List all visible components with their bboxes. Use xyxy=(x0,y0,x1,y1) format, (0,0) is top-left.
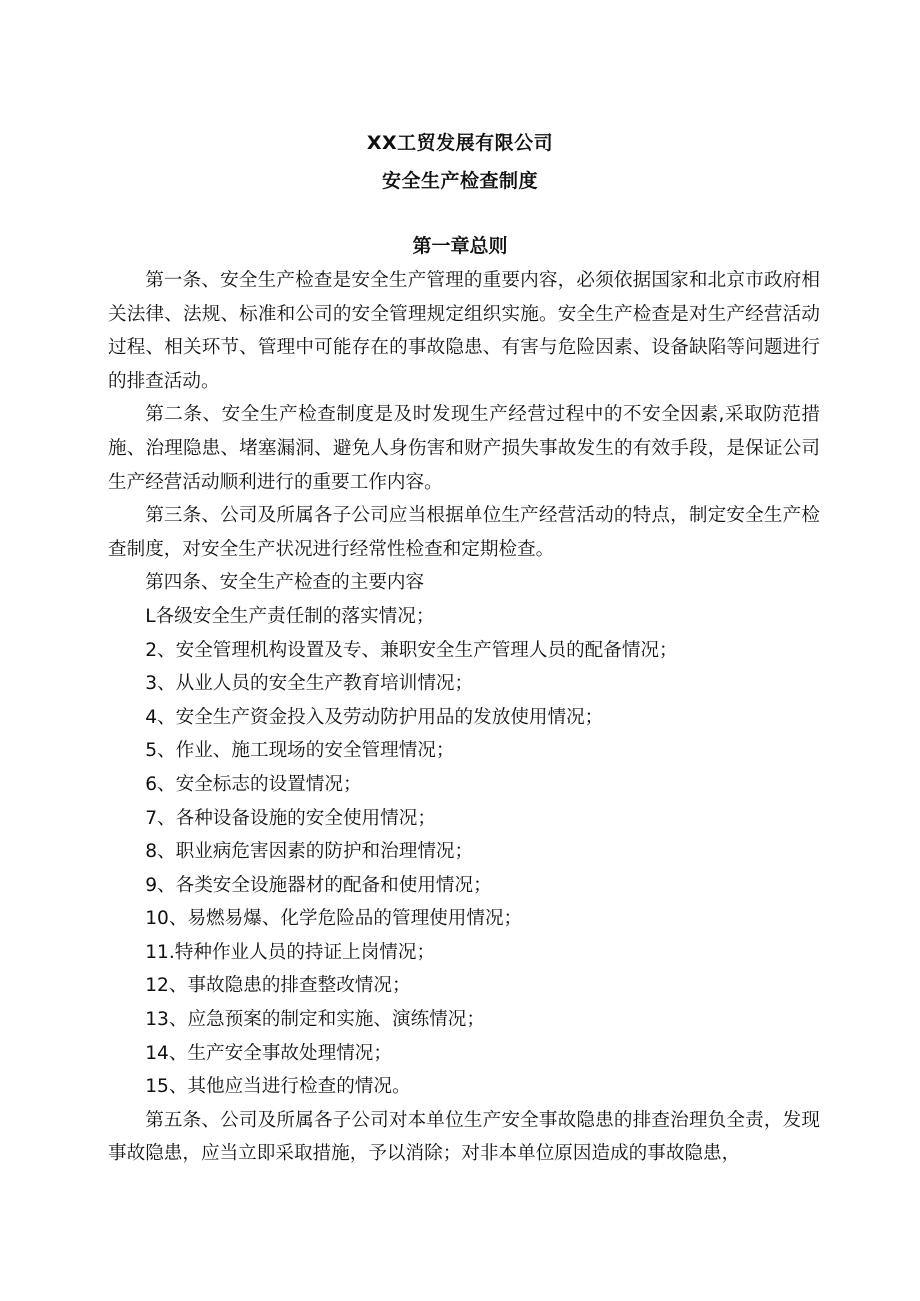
list-item: 4、安全生产资金投入及劳动防护用品的发放使用情况； xyxy=(145,706,604,728)
list-item: 3、从业人员的安全生产教育培训情况； xyxy=(145,673,474,695)
list-item: 8、职业病危害因素的防护和治理情况； xyxy=(145,841,474,863)
list-item: 11.特种作业人员的持证上岗情况； xyxy=(145,941,436,963)
list-item: 12、事故隐患的排查整改情况； xyxy=(145,975,411,997)
article-3: 第三条、公司及所属各子公司应当根据单位生产经营活动的特点，制定安全生产检查制度，对安全生产状况进行经常性检查和定期检查。 xyxy=(108,505,820,560)
article-2: 第二条、安全生产检查制度是及时发现生产经营过程中的不安全因素,采取防范措施、治理隐患、堵塞漏洞、避免人身伤害和财产损失事故发生的有效手段，是保证公司生产经营活动顺利进行的重要工作内容。 xyxy=(108,404,820,493)
list-item: L各级安全生产责任制的落实情况； xyxy=(145,605,435,627)
article-1: 第一条、安全生产检查是安全生产管理的重要内容，必须依据国家和北京市政府相关法律、法规、标准和公司的安全管理规定组织实施。安全生产检查是对生产经营活动过程、相关环节、管理中可能存在的事故隐患、有害与危险因素、设备缺陷等问题进行的排查活动。 xyxy=(108,270,820,392)
list-item: 5、作业、施工现场的安全管理情况； xyxy=(145,740,455,762)
list-item: 2、安全管理机构设置及专、兼职安全生产管理人员的配备情况； xyxy=(145,639,678,661)
list-item: 7、各种设备设施的安全使用情况； xyxy=(145,807,436,829)
company-name: XX工贸发展有限公司 xyxy=(366,132,554,154)
list-item: 10、易燃易爆、化学危险品的管理使用情况； xyxy=(145,908,523,930)
list-item: 13、应急预案的制定和实施、演练情况； xyxy=(145,1009,485,1031)
list-item: 15、其他应当进行检查的情况。 xyxy=(145,1076,411,1098)
article-4-heading: 第四条、安全生产检查的主要内容 xyxy=(145,572,425,594)
article-5: 第五条、公司及所属各子公司对本单位生产安全事故隐患的排查治理负全责，发现事故隐患，应当立即采取措施，予以消除；对非本单位原因造成的事故隐患， xyxy=(108,1109,820,1165)
document-body xyxy=(108,264,820,1171)
list-item: 14、生产安全事故处理情况； xyxy=(145,1042,392,1064)
list-item: 6、安全标志的设置情况； xyxy=(145,773,362,795)
document-title: 安全生产检查制度 xyxy=(381,170,538,192)
chapter-heading: 第一章总则 xyxy=(412,235,508,257)
list-item: 9、各类安全设施器材的配备和使用情况； xyxy=(145,874,492,896)
